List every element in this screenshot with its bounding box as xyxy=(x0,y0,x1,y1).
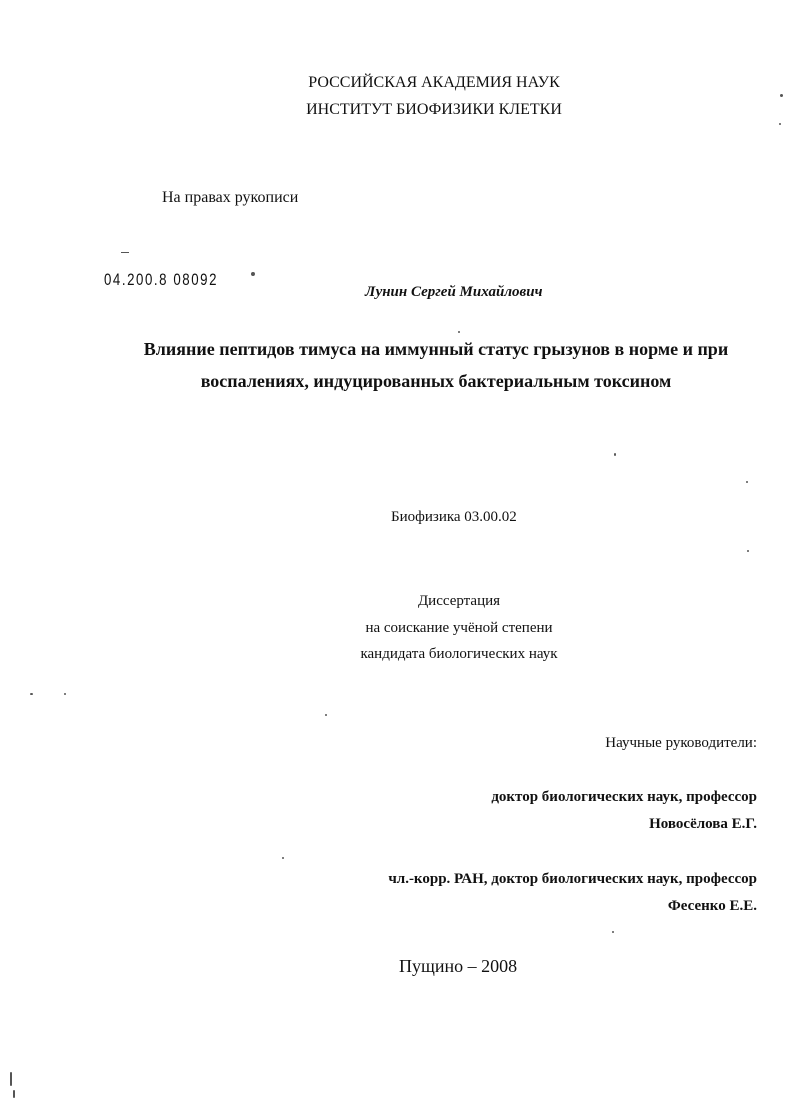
scan-speck xyxy=(779,123,781,125)
scan-speck xyxy=(64,693,66,695)
footer-place-year: Пущино – 2008 xyxy=(399,956,518,976)
scan-speck xyxy=(13,1090,15,1098)
scan-speck xyxy=(325,714,327,716)
scan-speck xyxy=(614,453,616,456)
dissertation-line-3: кандидата биологических наук xyxy=(360,646,558,662)
author-name: Лунин Сергей Михайлович xyxy=(365,284,543,300)
scan-speck xyxy=(746,481,748,483)
stamp-number: 04.200.8 08092 xyxy=(104,270,219,289)
academy-name: РОССИЙСКАЯ АКАДЕМИЯ НАУК xyxy=(308,74,560,91)
scan-speck xyxy=(121,252,129,253)
scan-speck xyxy=(747,550,749,552)
supervisor-2-title: чл.-корр. РАН, доктор биологических наук, профессор xyxy=(388,871,757,887)
dissertation-line-1: Диссертация xyxy=(417,593,501,609)
scan-speck xyxy=(251,272,255,276)
title-line-1: Влияние пептидов тимуса на иммунный статус грызунов в норме и при xyxy=(143,339,729,359)
supervisor-1-name: Новосёлова Е.Г. xyxy=(649,816,757,832)
scan-speck xyxy=(458,331,460,333)
title-line-2: воспалениях, индуцированных бактериальным токсином xyxy=(200,371,672,391)
scan-speck xyxy=(10,1072,12,1086)
scan-speck xyxy=(30,693,33,695)
manuscript-note: На правах рукописи xyxy=(162,189,299,206)
supervisors-heading: Научные руководители: xyxy=(605,735,757,751)
dissertation-line-2: на соискание учёной степени xyxy=(365,620,553,636)
institute-name: ИНСТИТУТ БИОФИЗИКИ КЛЕТКИ xyxy=(306,101,562,118)
scan-speck xyxy=(612,931,614,933)
scan-speck xyxy=(780,94,783,97)
specialty: Биофизика 03.00.02 xyxy=(391,509,517,525)
scan-speck xyxy=(282,857,284,859)
supervisor-1-title: доктор биологических наук, профессор xyxy=(491,789,757,805)
supervisor-2-name: Фесенко Е.Е. xyxy=(667,898,757,914)
